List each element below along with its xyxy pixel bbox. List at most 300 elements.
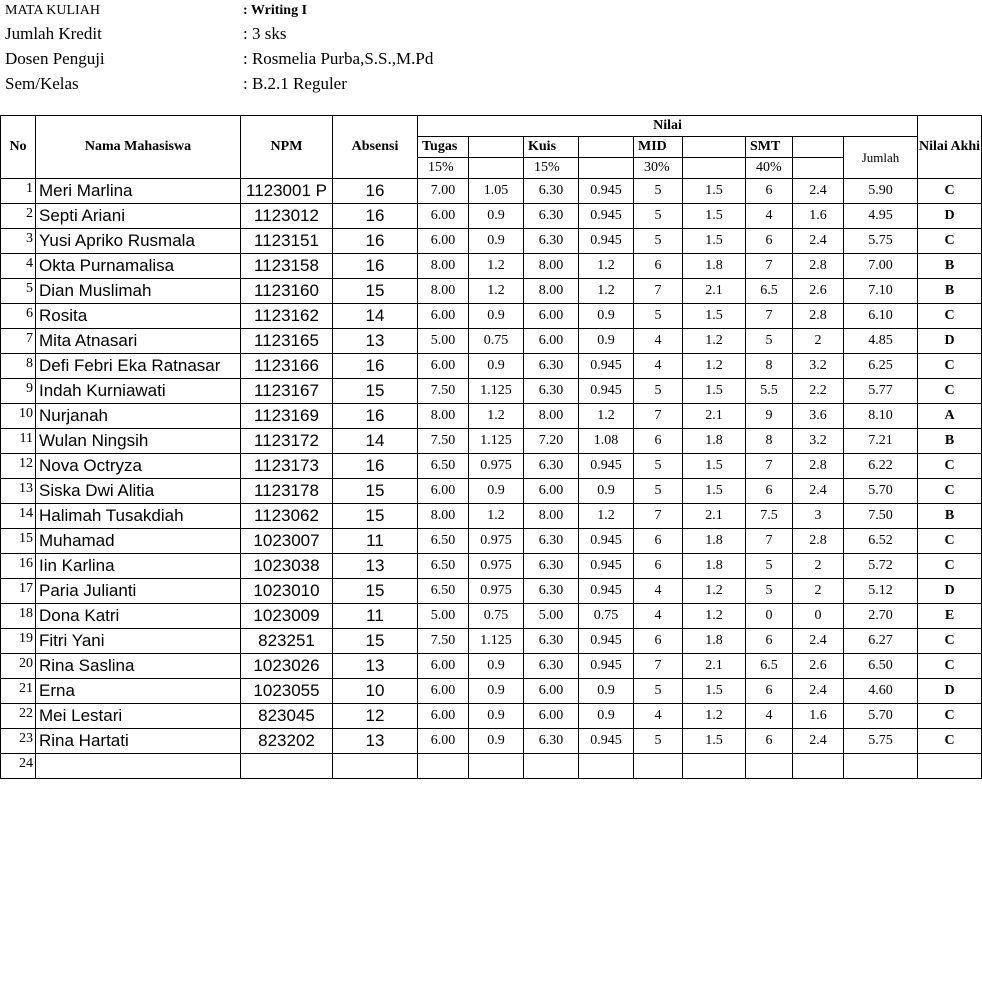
kuis-score: 6.30 xyxy=(524,654,579,679)
tugas-weighted: 0.9 xyxy=(469,479,524,504)
tugas-weighted: 0.75 xyxy=(469,604,524,629)
smt-weighted: 1.6 xyxy=(793,204,844,229)
mid-weighted: 1.5 xyxy=(683,179,746,204)
col-header-no: No xyxy=(1,116,36,179)
col-header-nilai: Nilai xyxy=(418,116,918,137)
absensi-value: 13 xyxy=(333,654,418,679)
row-no: 24 xyxy=(1,754,36,779)
smt-score: 7 xyxy=(746,454,793,479)
row-no: 17 xyxy=(1,579,36,604)
student-npm: 1123166 xyxy=(241,354,333,379)
kredit-label: Jumlah Kredit xyxy=(5,24,102,43)
kuis-weighted: 1.2 xyxy=(579,504,634,529)
tugas-weighted: 1.05 xyxy=(469,179,524,204)
nilai-akhir-grade: C xyxy=(918,554,982,579)
row-no: 10 xyxy=(1,404,36,429)
tugas-weighted xyxy=(469,754,524,779)
pct-smt: 40% xyxy=(746,158,793,179)
jumlah-value: 6.27 xyxy=(844,629,918,654)
mid-score: 4 xyxy=(634,354,683,379)
tugas-score: 7.50 xyxy=(418,629,469,654)
jumlah-value: 6.52 xyxy=(844,529,918,554)
mid-score: 5 xyxy=(634,179,683,204)
kuis-weighted: 0.945 xyxy=(579,554,634,579)
col-header-nama: Nama Mahasiswa xyxy=(36,116,241,179)
table-row xyxy=(1,279,982,304)
mid-weighted: 1.2 xyxy=(683,579,746,604)
kuis-score: 6.30 xyxy=(524,379,579,404)
student-npm: 1123167 xyxy=(241,379,333,404)
smt-score: 6 xyxy=(746,479,793,504)
tugas-weighted: 1.2 xyxy=(469,279,524,304)
tugas-weighted: 0.9 xyxy=(469,679,524,704)
smt-weighted: 2 xyxy=(793,579,844,604)
mid-score xyxy=(634,754,683,779)
smt-score: 6 xyxy=(746,229,793,254)
smt-weighted: 2.4 xyxy=(793,229,844,254)
student-npm: 1123162 xyxy=(241,304,333,329)
mid-weighted: 1.8 xyxy=(683,254,746,279)
smt-score: 7 xyxy=(746,304,793,329)
nilai-akhir-grade: C xyxy=(918,354,982,379)
tugas-score: 6.00 xyxy=(418,304,469,329)
table-row xyxy=(1,204,982,229)
nilai-akhir-grade: B xyxy=(918,429,982,454)
mata-kuliah-label: MATA KULIAH xyxy=(5,3,100,18)
student-name: Septi Ariani xyxy=(36,204,241,229)
kuis-weighted: 0.945 xyxy=(579,354,634,379)
mid-weighted: 1.8 xyxy=(683,554,746,579)
kuis-weighted: 0.945 xyxy=(579,454,634,479)
smt-score: 7 xyxy=(746,529,793,554)
absensi-value xyxy=(333,754,418,779)
mid-score: 5 xyxy=(634,304,683,329)
absensi-value: 14 xyxy=(333,429,418,454)
kuis-weighted: 0.945 xyxy=(579,579,634,604)
mid-weighted: 1.2 xyxy=(683,354,746,379)
smt-weighted: 3.2 xyxy=(793,429,844,454)
table-row xyxy=(1,304,982,329)
tugas-weighted: 0.9 xyxy=(469,729,524,754)
tugas-score: 6.00 xyxy=(418,229,469,254)
row-no: 3 xyxy=(1,229,36,254)
student-npm: 1123001 P xyxy=(241,179,333,204)
mid-score: 5 xyxy=(634,204,683,229)
table-row xyxy=(1,454,982,479)
nilai-akhir-grade: E xyxy=(918,604,982,629)
table-row xyxy=(1,479,982,504)
kuis-score: 8.00 xyxy=(524,279,579,304)
smt-score: 5 xyxy=(746,554,793,579)
kuis-score: 6.30 xyxy=(524,204,579,229)
jumlah-value: 8.10 xyxy=(844,404,918,429)
empty-cell xyxy=(793,158,844,179)
smt-weighted: 2.6 xyxy=(793,654,844,679)
col-header-npm: NPM xyxy=(241,116,333,179)
absensi-value: 10 xyxy=(333,679,418,704)
row-no: 23 xyxy=(1,729,36,754)
mid-score: 6 xyxy=(634,629,683,654)
row-no: 19 xyxy=(1,629,36,654)
absensi-value: 15 xyxy=(333,579,418,604)
mid-weighted: 1.8 xyxy=(683,629,746,654)
student-name: Meri Marlina xyxy=(36,179,241,204)
tugas-score: 8.00 xyxy=(418,504,469,529)
kuis-weighted: 1.08 xyxy=(579,429,634,454)
absensi-value: 15 xyxy=(333,379,418,404)
col-header-smt: SMT xyxy=(746,137,793,158)
table-row xyxy=(1,704,982,729)
tugas-weighted: 0.975 xyxy=(469,454,524,479)
row-no: 16 xyxy=(1,554,36,579)
tugas-score: 7.00 xyxy=(418,179,469,204)
student-npm: 1123151 xyxy=(241,229,333,254)
mid-weighted: 2.1 xyxy=(683,654,746,679)
pct-tugas: 15% xyxy=(418,158,469,179)
absensi-value: 16 xyxy=(333,179,418,204)
absensi-value: 16 xyxy=(333,454,418,479)
tugas-weighted: 1.125 xyxy=(469,429,524,454)
tugas-score: 6.00 xyxy=(418,479,469,504)
mid-score: 4 xyxy=(634,329,683,354)
jumlah-value: 6.50 xyxy=(844,654,918,679)
kuis-weighted: 0.945 xyxy=(579,379,634,404)
student-name: Yusi Apriko Rusmala xyxy=(36,229,241,254)
student-name: Rina Hartati xyxy=(36,729,241,754)
student-npm: 1123178 xyxy=(241,479,333,504)
mid-weighted: 1.5 xyxy=(683,454,746,479)
nilai-akhir-grade: C xyxy=(918,454,982,479)
kuis-weighted: 0.9 xyxy=(579,704,634,729)
nilai-akhir-grade: C xyxy=(918,629,982,654)
mid-weighted: 1.5 xyxy=(683,729,746,754)
empty-cell xyxy=(683,158,746,179)
mid-weighted: 2.1 xyxy=(683,279,746,304)
nilai-akhir-grade xyxy=(918,754,982,779)
smt-weighted: 3.6 xyxy=(793,404,844,429)
tugas-score: 6.50 xyxy=(418,454,469,479)
row-no: 18 xyxy=(1,604,36,629)
row-no: 1 xyxy=(1,179,36,204)
jumlah-value: 5.12 xyxy=(844,579,918,604)
kuis-score: 6.30 xyxy=(524,529,579,554)
smt-weighted: 2.8 xyxy=(793,454,844,479)
row-no: 6 xyxy=(1,304,36,329)
smt-score: 5.5 xyxy=(746,379,793,404)
student-npm: 1023009 xyxy=(241,604,333,629)
student-npm: 1123158 xyxy=(241,254,333,279)
jumlah-value: 5.75 xyxy=(844,229,918,254)
absensi-value: 16 xyxy=(333,404,418,429)
smt-score: 0 xyxy=(746,604,793,629)
mid-weighted: 2.1 xyxy=(683,504,746,529)
absensi-value: 13 xyxy=(333,329,418,354)
smt-score: 6.5 xyxy=(746,279,793,304)
kuis-score: 6.00 xyxy=(524,704,579,729)
student-npm: 1023010 xyxy=(241,579,333,604)
student-name xyxy=(36,754,241,779)
smt-weighted xyxy=(793,754,844,779)
jumlah-value: 5.70 xyxy=(844,479,918,504)
absensi-value: 14 xyxy=(333,304,418,329)
tugas-score: 8.00 xyxy=(418,404,469,429)
nilai-akhir-grade: C xyxy=(918,729,982,754)
kuis-weighted: 0.945 xyxy=(579,729,634,754)
smt-weighted: 2.2 xyxy=(793,379,844,404)
nilai-akhir-grade: C xyxy=(918,379,982,404)
row-no: 15 xyxy=(1,529,36,554)
smt-weighted: 2.4 xyxy=(793,479,844,504)
table-row xyxy=(1,429,982,454)
mid-score: 5 xyxy=(634,229,683,254)
tugas-score: 6.00 xyxy=(418,654,469,679)
col-header-kuis: Kuis xyxy=(524,137,579,158)
mid-score: 5 xyxy=(634,479,683,504)
smt-weighted: 2 xyxy=(793,329,844,354)
table-row xyxy=(1,604,982,629)
mata-kuliah-value: : Writing I xyxy=(243,3,308,18)
smt-weighted: 1.6 xyxy=(793,704,844,729)
nilai-akhir-grade: D xyxy=(918,579,982,604)
kuis-score: 6.30 xyxy=(524,354,579,379)
kuis-score: 8.00 xyxy=(524,254,579,279)
student-npm: 1123169 xyxy=(241,404,333,429)
kuis-weighted: 0.945 xyxy=(579,654,634,679)
student-name: Halimah Tusakdiah xyxy=(36,504,241,529)
col-header-tugas: Tugas xyxy=(418,137,469,158)
student-name: Mita Atnasari xyxy=(36,329,241,354)
mid-weighted: 1.5 xyxy=(683,679,746,704)
col-header-nilai-akhir: Nilai Akhi xyxy=(918,116,982,179)
kuis-score xyxy=(524,754,579,779)
table-row xyxy=(1,579,982,604)
absensi-value: 15 xyxy=(333,279,418,304)
nilai-akhir-grade: C xyxy=(918,479,982,504)
kuis-weighted: 0.9 xyxy=(579,479,634,504)
tugas-weighted: 1.125 xyxy=(469,629,524,654)
mid-score: 7 xyxy=(634,654,683,679)
table-row xyxy=(1,379,982,404)
kuis-score: 8.00 xyxy=(524,504,579,529)
tugas-weighted: 0.9 xyxy=(469,654,524,679)
smt-weighted: 3.2 xyxy=(793,354,844,379)
table-row xyxy=(1,404,982,429)
student-npm: 1123173 xyxy=(241,454,333,479)
mid-score: 7 xyxy=(634,404,683,429)
table-row xyxy=(1,179,982,204)
mid-score: 5 xyxy=(634,379,683,404)
row-no: 21 xyxy=(1,679,36,704)
absensi-value: 13 xyxy=(333,729,418,754)
tugas-score: 6.00 xyxy=(418,729,469,754)
student-npm: 823045 xyxy=(241,704,333,729)
tugas-score: 8.00 xyxy=(418,254,469,279)
row-no: 11 xyxy=(1,429,36,454)
student-name: Mei Lestari xyxy=(36,704,241,729)
kuis-weighted: 0.9 xyxy=(579,329,634,354)
kelas-label: Sem/Kelas xyxy=(5,74,79,93)
tugas-score: 8.00 xyxy=(418,279,469,304)
row-no: 9 xyxy=(1,379,36,404)
tugas-weighted: 0.9 xyxy=(469,229,524,254)
empty-cell xyxy=(469,158,524,179)
tugas-weighted: 0.9 xyxy=(469,204,524,229)
table-row xyxy=(1,254,982,279)
row-no: 20 xyxy=(1,654,36,679)
student-name: Fitri Yani xyxy=(36,629,241,654)
table-row xyxy=(1,354,982,379)
smt-weighted: 2.6 xyxy=(793,279,844,304)
mid-score: 4 xyxy=(634,604,683,629)
mid-score: 4 xyxy=(634,704,683,729)
student-name: Erna xyxy=(36,679,241,704)
tugas-weighted: 0.9 xyxy=(469,704,524,729)
mid-score: 6 xyxy=(634,429,683,454)
absensi-value: 15 xyxy=(333,504,418,529)
col-header-absensi: Absensi xyxy=(333,116,418,179)
jumlah-value: 6.22 xyxy=(844,454,918,479)
kuis-score: 6.30 xyxy=(524,629,579,654)
absensi-value: 12 xyxy=(333,704,418,729)
kuis-weighted: 0.945 xyxy=(579,204,634,229)
student-npm: 1123172 xyxy=(241,429,333,454)
nilai-akhir-grade: D xyxy=(918,679,982,704)
tugas-weighted: 0.9 xyxy=(469,304,524,329)
nilai-akhir-grade: D xyxy=(918,204,982,229)
smt-score: 8 xyxy=(746,354,793,379)
jumlah-value: 5.75 xyxy=(844,729,918,754)
kuis-score: 6.30 xyxy=(524,229,579,254)
smt-score: 5 xyxy=(746,329,793,354)
jumlah-value: 6.10 xyxy=(844,304,918,329)
student-name: Paria Julianti xyxy=(36,579,241,604)
mid-weighted: 1.5 xyxy=(683,479,746,504)
student-npm xyxy=(241,754,333,779)
smt-score: 6 xyxy=(746,179,793,204)
kuis-score: 7.20 xyxy=(524,429,579,454)
dosen-label: Dosen Penguji xyxy=(5,49,105,68)
tugas-weighted: 0.975 xyxy=(469,529,524,554)
student-name: Dona Katri xyxy=(36,604,241,629)
jumlah-value: 2.70 xyxy=(844,604,918,629)
smt-weighted: 2.4 xyxy=(793,729,844,754)
jumlah-value: 5.72 xyxy=(844,554,918,579)
tugas-score: 5.00 xyxy=(418,604,469,629)
table-row xyxy=(1,629,982,654)
kuis-weighted: 1.2 xyxy=(579,254,634,279)
tugas-weighted: 0.9 xyxy=(469,354,524,379)
row-no: 8 xyxy=(1,354,36,379)
jumlah-value: 6.25 xyxy=(844,354,918,379)
dosen-value: : Rosmelia Purba,S.S.,M.Pd xyxy=(243,49,434,68)
smt-weighted: 2.8 xyxy=(793,304,844,329)
student-name: Defi Febri Eka Ratnasar xyxy=(36,354,241,379)
smt-weighted: 0 xyxy=(793,604,844,629)
empty-cell xyxy=(579,158,634,179)
tugas-score xyxy=(418,754,469,779)
mid-score: 6 xyxy=(634,529,683,554)
col-header-jumlah: Jumlah xyxy=(844,137,918,179)
tugas-score: 6.00 xyxy=(418,354,469,379)
absensi-value: 11 xyxy=(333,529,418,554)
tugas-weighted: 0.75 xyxy=(469,329,524,354)
tugas-score: 5.00 xyxy=(418,329,469,354)
jumlah-value: 5.70 xyxy=(844,704,918,729)
mid-score: 5 xyxy=(634,679,683,704)
mid-weighted: 1.5 xyxy=(683,229,746,254)
jumlah-value: 7.00 xyxy=(844,254,918,279)
smt-score: 6 xyxy=(746,679,793,704)
smt-score: 6.5 xyxy=(746,654,793,679)
empty-cell xyxy=(469,137,524,158)
smt-weighted: 2.8 xyxy=(793,529,844,554)
student-npm: 1023055 xyxy=(241,679,333,704)
kuis-weighted: 0.945 xyxy=(579,179,634,204)
tugas-weighted: 0.975 xyxy=(469,579,524,604)
smt-weighted: 2.4 xyxy=(793,179,844,204)
smt-weighted: 2 xyxy=(793,554,844,579)
smt-weighted: 2.4 xyxy=(793,679,844,704)
mid-score: 5 xyxy=(634,729,683,754)
tugas-score: 7.50 xyxy=(418,429,469,454)
nilai-akhir-grade: B xyxy=(918,279,982,304)
kuis-score: 6.00 xyxy=(524,329,579,354)
row-no: 5 xyxy=(1,279,36,304)
absensi-value: 16 xyxy=(333,254,418,279)
smt-weighted: 3 xyxy=(793,504,844,529)
tugas-score: 6.50 xyxy=(418,579,469,604)
kredit-value: : 3 sks xyxy=(243,24,287,43)
empty-cell xyxy=(579,137,634,158)
row-no: 13 xyxy=(1,479,36,504)
row-no: 4 xyxy=(1,254,36,279)
absensi-value: 15 xyxy=(333,479,418,504)
kuis-score: 6.30 xyxy=(524,729,579,754)
student-name: Rosita xyxy=(36,304,241,329)
row-no: 7 xyxy=(1,329,36,354)
nilai-akhir-grade: B xyxy=(918,504,982,529)
table-row xyxy=(1,504,982,529)
table-row xyxy=(1,679,982,704)
student-npm: 823202 xyxy=(241,729,333,754)
kuis-score: 6.30 xyxy=(524,454,579,479)
smt-score: 4 xyxy=(746,204,793,229)
smt-score: 9 xyxy=(746,404,793,429)
table-row xyxy=(1,329,982,354)
absensi-value: 16 xyxy=(333,229,418,254)
tugas-weighted: 1.2 xyxy=(469,404,524,429)
student-npm: 1123062 xyxy=(241,504,333,529)
mid-score: 7 xyxy=(634,504,683,529)
mid-weighted: 1.8 xyxy=(683,529,746,554)
jumlah-value: 7.50 xyxy=(844,504,918,529)
kuis-weighted: 1.2 xyxy=(579,404,634,429)
mid-score: 7 xyxy=(634,279,683,304)
mid-weighted: 1.2 xyxy=(683,704,746,729)
table-row xyxy=(1,654,982,679)
header-row-1 xyxy=(1,116,982,137)
student-name: Rina Saslina xyxy=(36,654,241,679)
jumlah-value: 4.85 xyxy=(844,329,918,354)
nilai-akhir-grade: C xyxy=(918,304,982,329)
empty-cell xyxy=(683,137,746,158)
kuis-score: 6.00 xyxy=(524,304,579,329)
kuis-score: 6.00 xyxy=(524,479,579,504)
nilai-akhir-grade: D xyxy=(918,329,982,354)
student-npm: 1023007 xyxy=(241,529,333,554)
empty-cell xyxy=(793,137,844,158)
tugas-weighted: 0.975 xyxy=(469,554,524,579)
